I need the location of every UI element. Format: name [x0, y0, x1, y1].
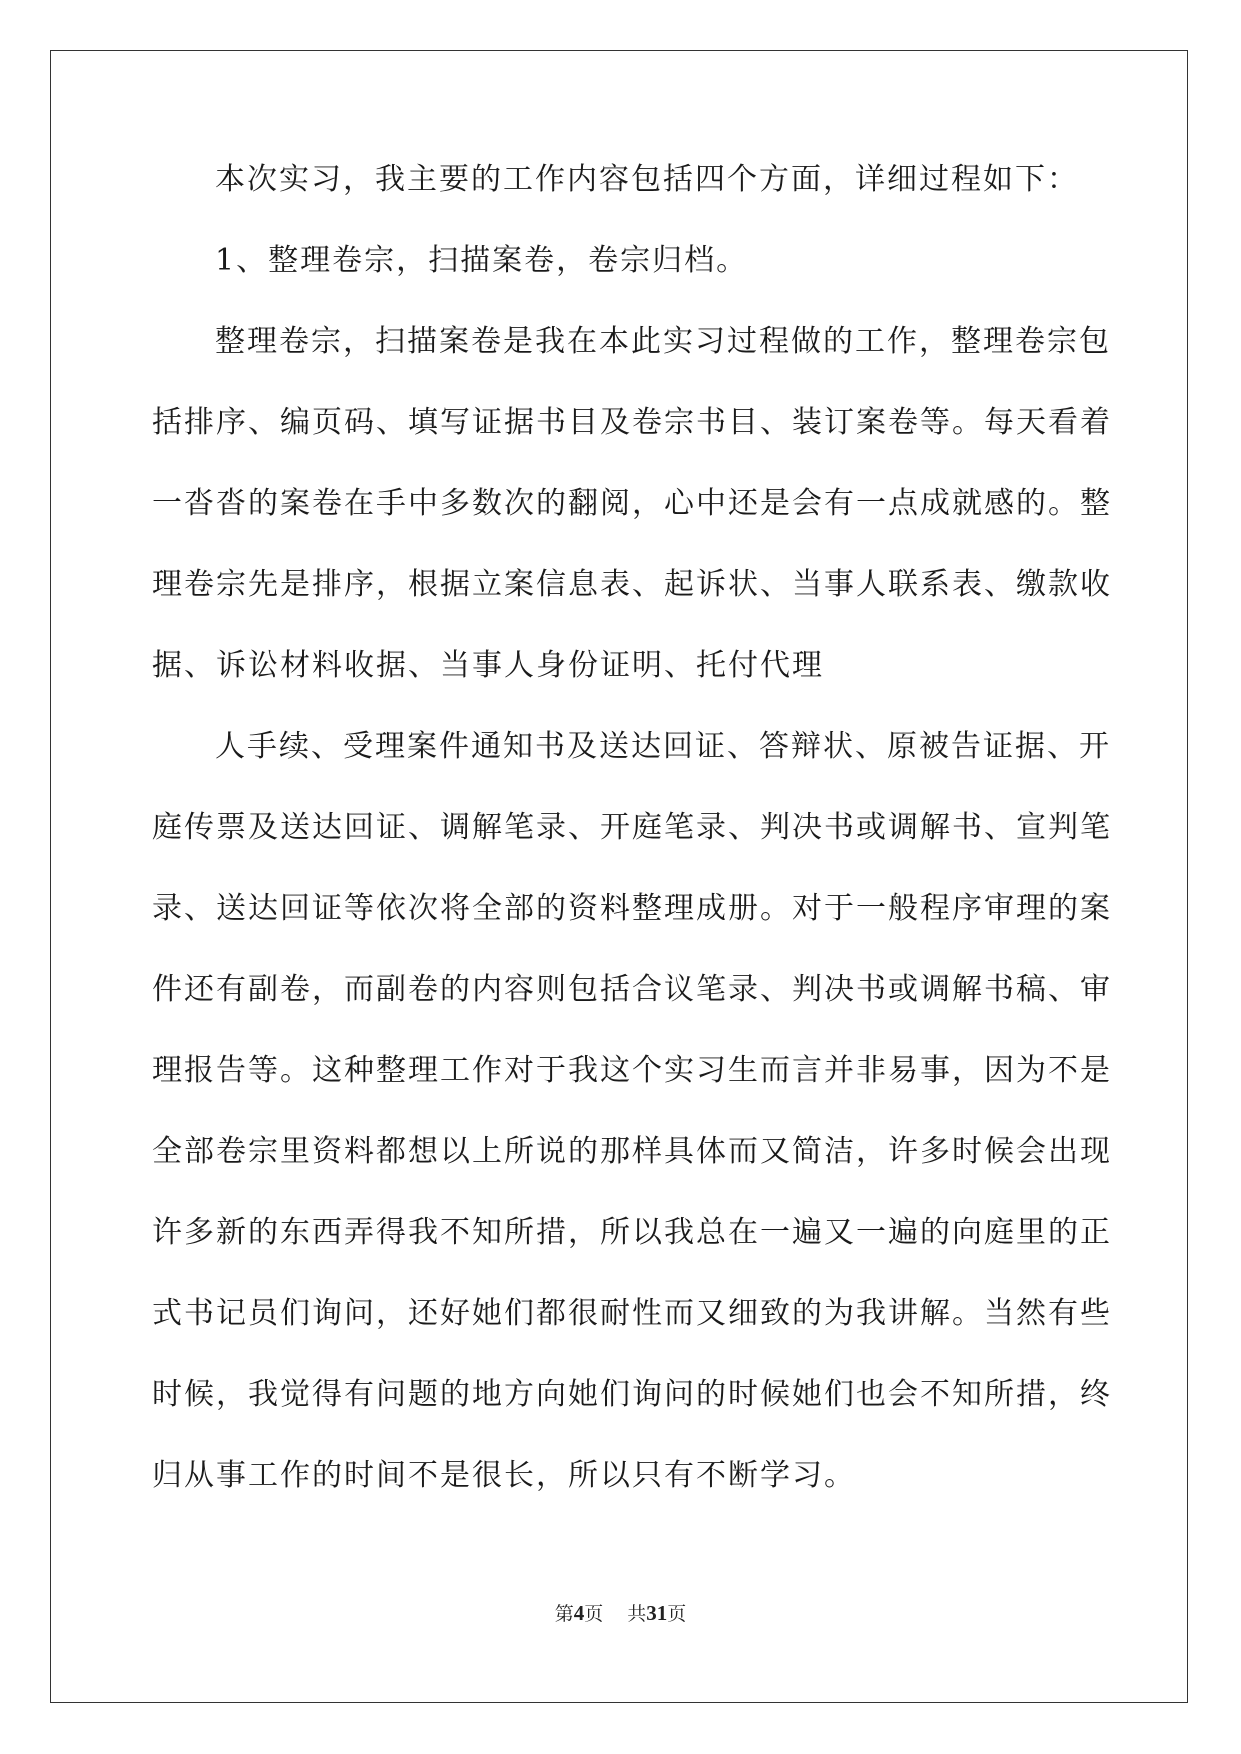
footer-total-pages: 31 [646, 1601, 668, 1625]
text-line: 许多新的东西弄得我不知所措，所以我总在一遍又一遍的向庭里的正 [152, 1215, 1112, 1250]
text-line: 1、整理卷宗，扫描案卷，卷宗归档。 [215, 243, 749, 278]
page-footer [0, 1599, 1241, 1626]
text-line: 理卷宗先是排序，根据立案信息表、起诉状、当事人联系表、缴款收 [152, 567, 1112, 602]
footer-page-suffix: 页 [584, 1603, 604, 1625]
text-line: 全部卷宗里资料都想以上所说的那样具体而又简洁，许多时候会出现 [152, 1134, 1112, 1169]
footer-page-number: 4 [573, 1601, 585, 1625]
text-line: 庭传票及送达回证、调解笔录、开庭笔录、判决书或调解书、宣判笔 [152, 810, 1112, 845]
text-line: 归从事工作的时间不是很长，所以只有不断学习。 [152, 1458, 856, 1493]
text-line: 人手续、受理案件通知书及送达回证、答辩状、原被告证据、开 [215, 729, 1111, 764]
footer-total-prefix: 共 [627, 1603, 647, 1625]
text-line: 理报告等。这种整理工作对于我这个实习生而言并非易事，因为不是 [152, 1053, 1112, 1088]
text-line: 据、诉讼材料收据、当事人身份证明、托付代理 [152, 648, 824, 683]
text-line: 本次实习，我主要的工作内容包括四个方面，详细过程如下： [215, 162, 1079, 197]
footer-page-prefix: 第 [554, 1603, 574, 1625]
document-body [152, 160, 1112, 1537]
text-line: 件还有副卷，而副卷的内容则包括合议笔录、判决书或调解书稿、审 [152, 972, 1112, 1007]
text-line: 式书记员们询问，还好她们都很耐性而又细致的为我讲解。当然有些 [152, 1296, 1112, 1331]
text-line: 一沓沓的案卷在手中多数次的翻阅，心中还是会有一点成就感的。整 [152, 486, 1112, 521]
footer-total-suffix: 页 [667, 1603, 687, 1625]
text-line: 整理卷宗，扫描案卷是我在本此实习过程做的工作，整理卷宗包 [215, 324, 1111, 359]
text-line: 括排序、编页码、填写证据书目及卷宗书目、装订案卷等。每天看着 [152, 405, 1112, 440]
text-line: 录、送达回证等依次将全部的资料整理成册。对于一般程序审理的案 [152, 891, 1112, 926]
text-line: 时候，我觉得有问题的地方向她们询问的时候她们也会不知所措，终 [152, 1377, 1112, 1412]
